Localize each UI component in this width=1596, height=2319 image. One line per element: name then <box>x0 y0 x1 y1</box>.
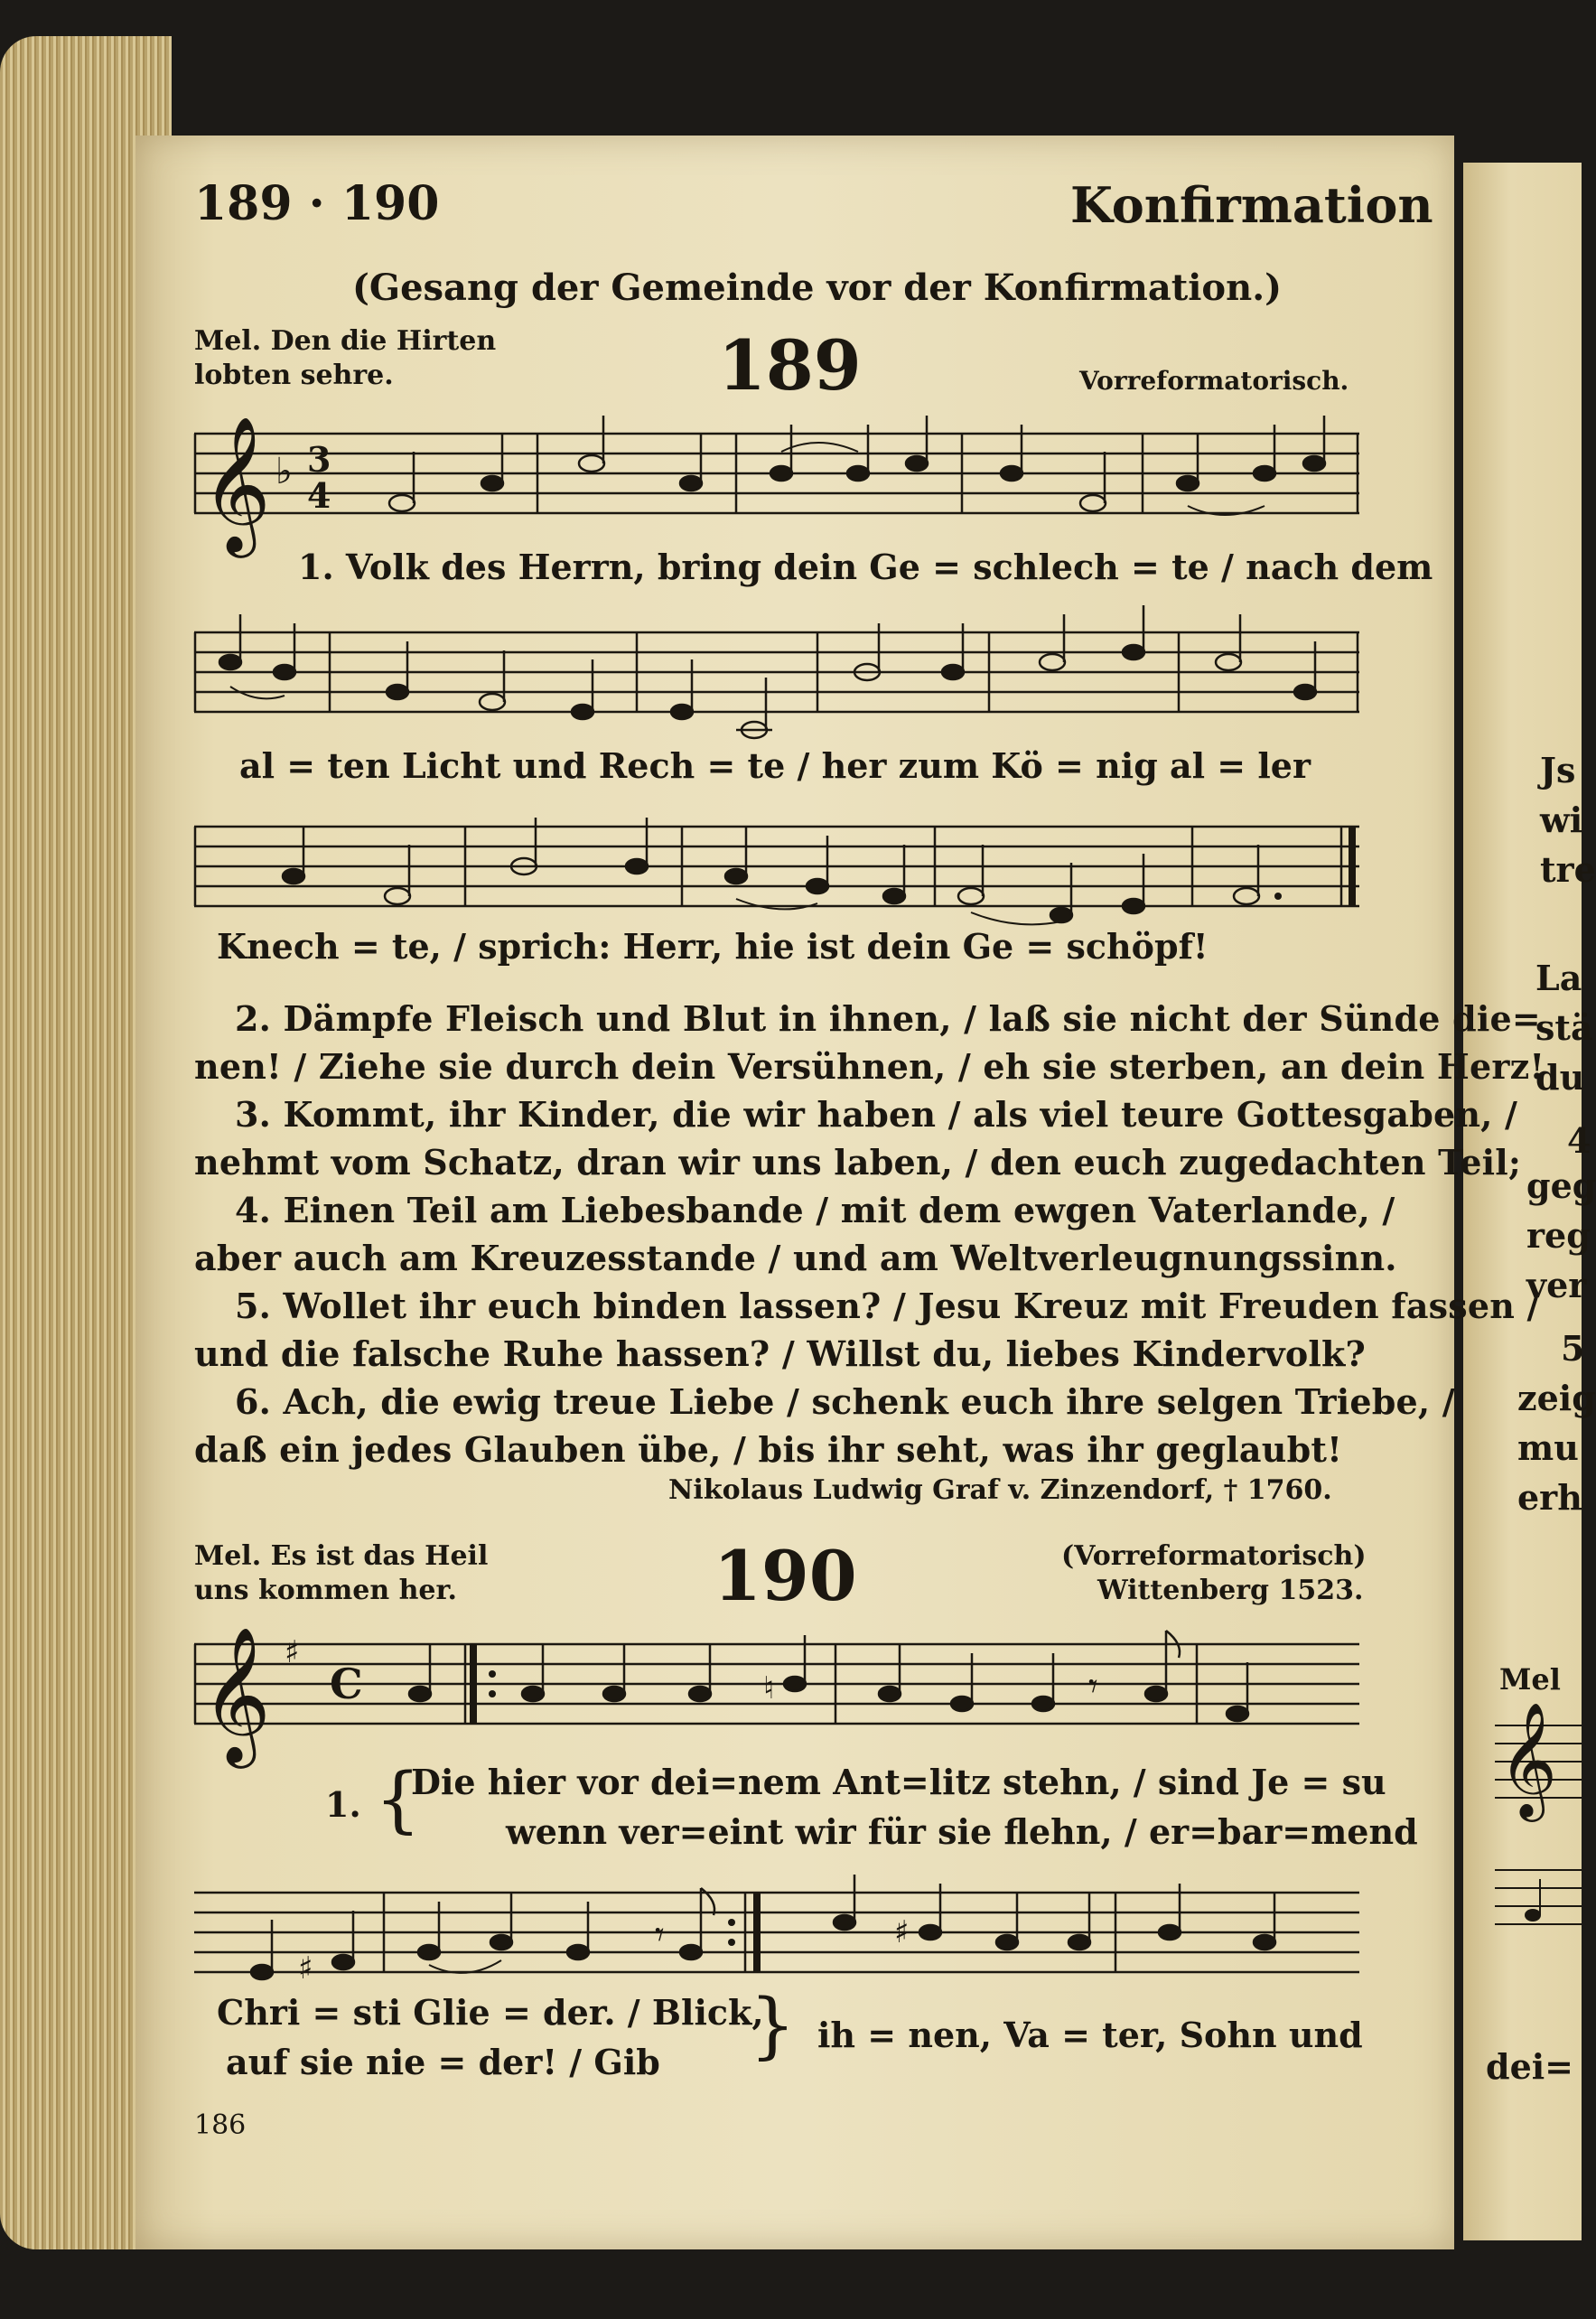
adjacent-fragment: du <box>1535 1057 1585 1098</box>
adjacent-fragment: tre <box>1540 849 1596 890</box>
music-staff <box>194 1626 1359 1771</box>
verse-text-line: 3. Kommt, ihr Kinder, die wir haben / als viel teure Gottesgaben, / <box>235 1094 1518 1135</box>
adjacent-fragment: dei= <box>1486 2046 1574 2087</box>
melody-origin-line1: (Vorreformatorisch) <box>1061 1540 1367 1572</box>
adjacent-fragment: 4 <box>1567 1120 1591 1161</box>
adjacent-fragment: erh <box>1517 1477 1582 1518</box>
svg-text:𝄞: 𝄞 <box>201 415 271 552</box>
melody-reference-line2: lobten sehre. <box>194 360 394 391</box>
adjacent-fragment: wi <box>1540 799 1583 840</box>
verse-number: 1. <box>325 1784 361 1825</box>
svg-text:𝄞: 𝄞 <box>1498 1701 1558 1817</box>
adjacent-fragment: Mel <box>1499 1662 1561 1697</box>
lyrics-line: 1. Volk des Herrn, bring dein Ge = schlech = te / nach dem <box>298 547 1433 587</box>
adjacent-fragment: stä <box>1535 1007 1593 1048</box>
verse-text-line: und die falsche Ruhe hassen? / Willst du, liebes Kindervolk? <box>194 1333 1367 1374</box>
verse-text-line: aber auch am Kreuzesstande / und am Weltverleugnungssinn. <box>194 1238 1397 1278</box>
svg-text:𝄾: 𝄾 <box>655 1914 665 1956</box>
section-note: (Gesang der Gemeinde vor der Konfirmation.) <box>352 266 1283 309</box>
brace-left: { <box>375 1757 421 1841</box>
melody-origin-line2: Wittenberg 1523. <box>1097 1575 1364 1606</box>
adjacent-fragment: 5 <box>1561 1328 1585 1369</box>
music-staff <box>194 614 1359 759</box>
page-number: 186 <box>194 2109 247 2141</box>
svg-text:4: 4 <box>307 475 331 516</box>
svg-text:♯: ♯ <box>894 1914 910 1950</box>
hymn-number: 189 <box>718 325 862 406</box>
melody-reference-line1: Mel. Den die Hirten <box>194 325 497 357</box>
melody-origin: Vorreformatorisch. <box>1079 366 1349 396</box>
adjacent-fragment: mu <box>1517 1427 1579 1468</box>
svg-text:♭: ♭ <box>275 450 293 492</box>
verse-text-line: daß ein jedes Glauben übe, / bis ihr seht, was ihr geglaubt! <box>194 1429 1342 1470</box>
adjacent-fragment: ver <box>1526 1265 1587 1305</box>
hymn-numbers-header: 189 · 190 <box>194 176 440 231</box>
verse-text-line: nehmt vom Schatz, dran wir uns laben, / den euch zugedachten Teil; <box>194 1142 1522 1183</box>
adjacent-fragment: geg <box>1526 1165 1596 1206</box>
author-attribution: Nikolaus Ludwig Graf v. Zinzendorf, † 1760. <box>668 1474 1332 1506</box>
verse-text-line: 6. Ach, die ewig treue Liebe / schenk euch ihre selgen Triebe, / <box>235 1381 1455 1422</box>
lyrics-line: auf sie nie = der! / Gib <box>226 2042 660 2082</box>
lyrics-line: Die hier vor dei=nem Ant=litz stehn, / sind Je = su <box>411 1762 1386 1802</box>
adjacent-fragment: Js <box>1540 750 1576 790</box>
music-staff <box>194 416 1359 560</box>
lyrics-line: ih = nen, Va = ter, Sohn und <box>817 2015 1363 2055</box>
lyrics-line: wenn ver=eint wir für sie flehn, / er=bar=mend <box>506 1811 1418 1852</box>
melody-reference-line2: uns kommen her. <box>194 1575 457 1606</box>
verse-text-line: nen! / Ziehe sie durch dein Versühnen, / eh sie sterben, an dein Herz! <box>194 1046 1545 1087</box>
adjacent-fragment: La <box>1535 958 1582 998</box>
hymn-number: 190 <box>714 1536 857 1616</box>
lyrics-line: al = ten Licht und Rech = te / her zum Kö = nig al = ler <box>239 745 1311 786</box>
svg-text:♯: ♯ <box>285 1634 300 1670</box>
verse-text-line: 5. Wollet ihr euch binden lassen? / Jesu Kreuz mit Freuden fassen / <box>235 1286 1540 1326</box>
adjacent-staff-fragment <box>1495 1701 1582 1942</box>
svg-text:𝄾: 𝄾 <box>1088 1666 1098 1707</box>
svg-text:3: 3 <box>307 439 331 480</box>
svg-text:𝄞: 𝄞 <box>201 1625 271 1763</box>
svg-text:C: C <box>330 1660 363 1708</box>
svg-text:♮: ♮ <box>763 1670 775 1707</box>
adjacent-fragment: reg <box>1526 1215 1591 1256</box>
verse-text-line: 2. Dämpfe Fleisch und Blut in ihnen, / laß sie nicht der Sünde die= <box>235 998 1541 1039</box>
section-title: Konfirmation <box>1070 176 1433 234</box>
verse-text-line: 4. Einen Teil am Liebesbande / mit dem ewgen Vaterlande, / <box>235 1190 1395 1230</box>
lyrics-line: Knech = te, / sprich: Herr, hie ist dein Ge = schöpf! <box>217 926 1209 967</box>
melody-reference-line1: Mel. Es ist das Heil <box>194 1540 489 1572</box>
adjacent-fragment: zeig <box>1517 1378 1596 1418</box>
brace-right: } <box>750 1983 796 2067</box>
svg-text:♯: ♯ <box>298 1950 313 1987</box>
lyrics-line: Chri = sti Glie = der. / Blick, <box>217 1992 764 2033</box>
